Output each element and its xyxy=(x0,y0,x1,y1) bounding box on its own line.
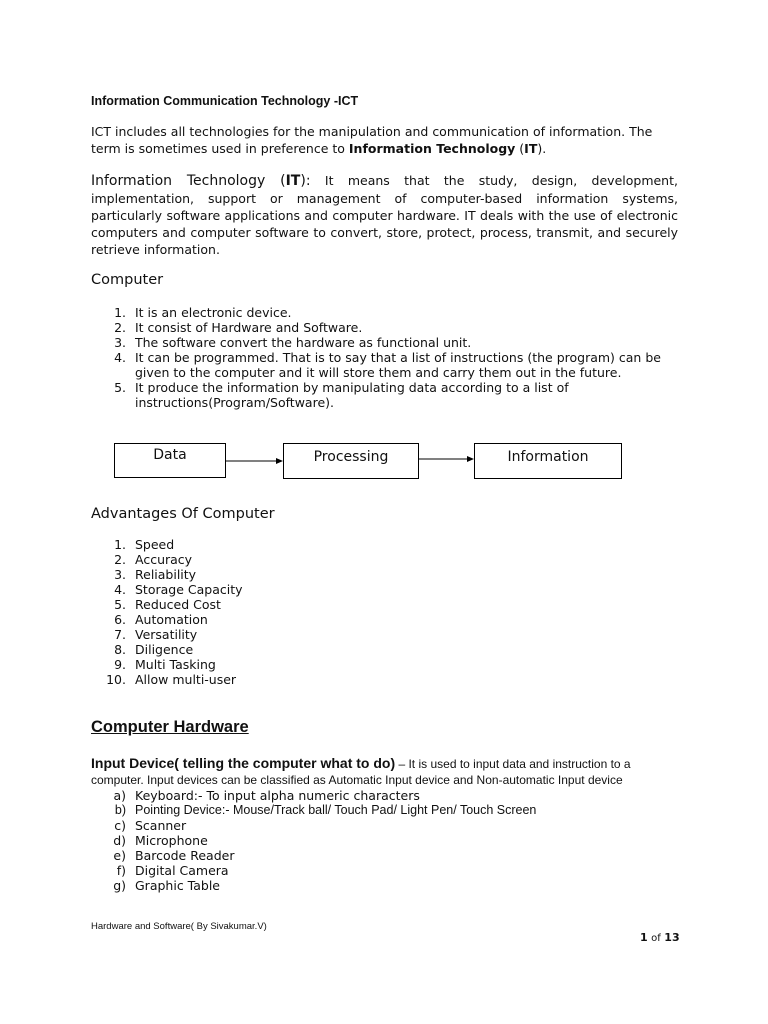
advantage-item-text: Storage Capacity xyxy=(135,582,243,597)
input-device-item-number: g) xyxy=(113,878,126,893)
page-total: 13 xyxy=(664,931,680,944)
advantage-item xyxy=(91,657,678,672)
input-device-item-text: Barcode Reader xyxy=(135,848,235,863)
advantage-item-number: 2. xyxy=(114,552,126,567)
input-device-item xyxy=(91,878,678,893)
advantage-item xyxy=(91,552,678,567)
intro-term: Information Technology xyxy=(348,141,516,156)
computer-heading: Computer xyxy=(91,272,164,288)
advantage-item-number: 3. xyxy=(114,567,126,582)
advantage-item-text: Allow multi-user xyxy=(135,672,237,687)
advantage-item xyxy=(91,642,678,657)
input-device-item xyxy=(91,803,678,818)
input-device-item-number: a) xyxy=(113,788,126,803)
input-device-item xyxy=(91,863,678,878)
advantage-item-number: 10. xyxy=(106,672,126,687)
input-device-item-number: c) xyxy=(114,818,126,833)
advantage-item-number: 8. xyxy=(114,642,126,657)
computer-list-item-number: 5. xyxy=(114,380,126,395)
advantages-list xyxy=(91,537,678,687)
input-device-item-number: b) xyxy=(114,803,126,817)
advantage-item-number: 1. xyxy=(114,537,126,552)
advantage-item-number: 6. xyxy=(114,612,126,627)
computer-list-item-text: It can be programmed. That is to say that a list of instructions (the program) can be given to the computer and it will store them and carry them out in the future. xyxy=(135,350,661,380)
arrowhead-icon xyxy=(276,458,283,464)
input-device-item xyxy=(91,833,678,848)
it-abbr: IT xyxy=(285,173,301,189)
advantage-item-number: 5. xyxy=(114,597,126,612)
it-paren-close: ): xyxy=(300,173,311,189)
advantage-item-text: Reduced Cost xyxy=(135,597,221,612)
input-device-item xyxy=(91,818,678,833)
flow-box-data-label: Data xyxy=(153,447,187,463)
it-paren-open: ( xyxy=(265,173,286,189)
input-device-item-text: Microphone xyxy=(135,833,208,848)
advantage-item-text: Accuracy xyxy=(135,552,193,567)
advantage-item xyxy=(91,567,678,582)
input-device-list xyxy=(91,788,678,893)
advantage-item-text: Reliability xyxy=(135,567,197,582)
input-device-item-text: Pointing Device:- Mouse/Track ball/ Touch Pad/ Light Pen/ Touch Screen xyxy=(135,803,537,817)
flow-box-information xyxy=(474,443,622,479)
advantage-item-text: Diligence xyxy=(135,642,194,657)
flow-box-processing xyxy=(283,443,419,479)
computer-list-item-text: It consist of Hardware and Software. xyxy=(135,320,363,335)
page-number xyxy=(640,931,680,944)
input-device-item-text: Scanner xyxy=(135,818,187,833)
intro-text-2: ( xyxy=(515,141,525,156)
computer-list-item-number: 3. xyxy=(114,335,126,350)
advantage-item-number: 4. xyxy=(114,582,126,597)
input-device-item xyxy=(91,788,678,803)
input-device-item-text: Graphic Table xyxy=(135,878,220,893)
advantage-item-text: Versatility xyxy=(135,627,198,642)
input-device-item-text: Digital Camera xyxy=(135,863,229,878)
hardware-heading: Computer Hardware xyxy=(91,718,249,736)
intro-text: ICT includes all technologies for the manipulation and communication of information. The term is sometimes used in preference to xyxy=(91,124,653,156)
computer-list-item-number: 1. xyxy=(114,305,126,320)
intro-abbr: IT xyxy=(524,141,538,156)
input-device-paragraph xyxy=(91,755,681,788)
input-device-item-text: Keyboard:- To input alpha numeric characters xyxy=(135,788,420,803)
arrowhead-icon xyxy=(467,456,474,462)
page-of: of xyxy=(651,933,661,944)
flow-box-data xyxy=(114,443,226,478)
input-device-title: Input Device( telling the computer what to do) xyxy=(91,755,396,771)
advantage-item-text: Speed xyxy=(135,537,175,552)
input-device-item-number: d) xyxy=(113,833,126,848)
advantage-item xyxy=(91,612,678,627)
computer-list-item-number: 2. xyxy=(114,320,126,335)
advantage-item-text: Multi Tasking xyxy=(135,657,216,672)
intro-text-3: ). xyxy=(537,141,547,156)
input-device-item-number: e) xyxy=(113,848,126,863)
page-current: 1 xyxy=(640,931,648,944)
it-definition-body: It means that the study, design, development, implementation, support or management of computer-based information systems, particularly software applications and computer hardware. IT deals with the use of electronic computers and computer software to convert, store, protect, process, transmit, and securely retrieve information. xyxy=(91,173,678,257)
footer-credit: Hardware and Software( By Sivakumar.V) xyxy=(91,921,267,932)
advantage-item xyxy=(91,537,678,552)
advantages-heading: Advantages Of Computer xyxy=(91,506,275,522)
advantage-item-number: 9. xyxy=(114,657,126,672)
advantage-item-text: Automation xyxy=(135,612,208,627)
input-device-item-number: f) xyxy=(116,863,126,878)
input-device-item xyxy=(91,848,678,863)
flow-box-information-label: Information xyxy=(507,449,589,465)
advantage-item-number: 7. xyxy=(114,627,126,642)
advantage-item xyxy=(91,627,678,642)
input-device-description: – It is used to input data and instruction to a computer. Input devices can be classified as Automatic Input device and Non-automatic Input device xyxy=(91,757,631,787)
computer-list-item-text: It produce the information by manipulating data according to a list of instructions(Program/Software). xyxy=(135,380,569,410)
flow-box-processing-label: Processing xyxy=(313,449,389,465)
advantage-item xyxy=(91,672,678,687)
it-term: Information Technology xyxy=(91,173,266,189)
advantage-item xyxy=(91,597,678,612)
document-title: Information Communication Technology -ICT xyxy=(91,94,359,108)
advantage-item xyxy=(91,582,678,597)
computer-list-item-text: It is an electronic device. xyxy=(135,305,292,320)
computer-list-item-text: The software convert the hardware as functional unit. xyxy=(135,335,472,350)
computer-list-item-number: 4. xyxy=(114,350,126,365)
